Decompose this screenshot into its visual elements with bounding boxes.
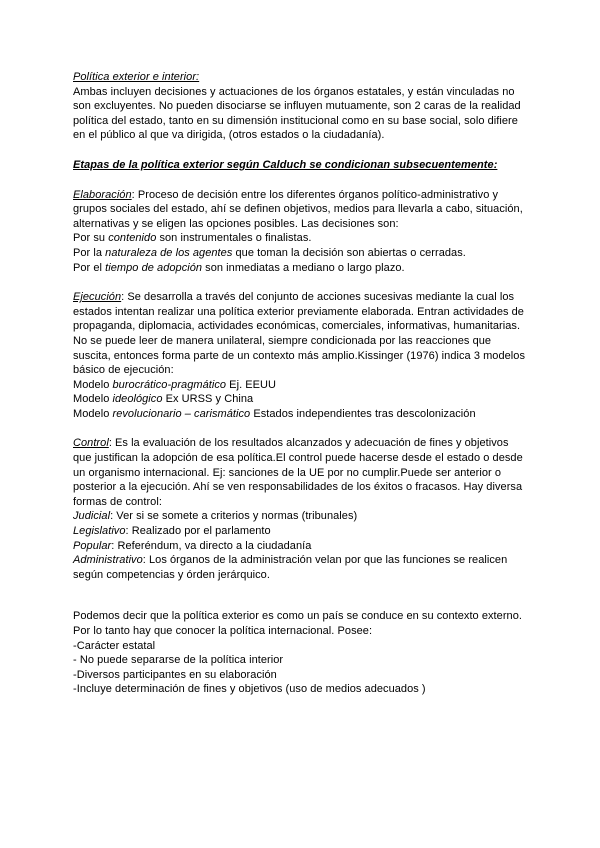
paragraph-line: son excluyentes. No pueden disociarse se influyen mutuamente, son 2 caras de la realidad: [73, 100, 521, 113]
paragraph-line: Ambas incluyen decisiones y actuaciones de los órganos estatales, y están vinculadas no: [73, 85, 515, 98]
paragraph-line: grupos sociales del estado, ahí se definen objetivos, medios para llevarla a cabo, situación,: [73, 203, 523, 216]
model-ideologico: Modelo ideológico Ex URSS y China: [73, 393, 254, 406]
control-form-legislativo: Legislativo: Realizado por el parlamento: [73, 525, 271, 538]
ejecucion-term: Ejecución: [73, 291, 122, 304]
document-page: [73, 70, 533, 697]
control-form-popular: Popular: Referéndum, va directo a la ciudadanía: [73, 539, 312, 552]
paragraph-line: en el público al que va dirigida, (otros estados o la ciudadanía).: [73, 129, 385, 142]
control-term: Control: [73, 437, 109, 450]
list-item: -Carácter estatal: [73, 639, 156, 652]
paragraph-line: estados intentan realizar una política exterior previamente elaborada. Entran actividades de: [73, 305, 524, 318]
decision-type-naturaleza: Por la naturaleza de los agentes que toman la decisión son abiertas o cerradas.: [73, 246, 466, 259]
ejecucion-paragraph-line: [73, 290, 533, 305]
paragraph-line: propaganda, diplomacia, actividades económicas, comerciales, informativas, humanitarias.: [73, 320, 521, 333]
paragraph-line: No se puede leer de manera unilateral, siempre condicionada por las reacciones que: [73, 334, 492, 347]
model-revolucionario: Modelo revolucionario – carismático Estados independientes tras descolonización: [73, 407, 476, 420]
paragraph-line: suscita, entonces forma parte de un contexto más amplio.Kissinger (1976) indica 3 modelos: [73, 349, 526, 362]
paragraph-line: política del estado, tanto en su dimensión institucional como en su base social, solo difiere: [73, 114, 518, 127]
list-item: - No puede separarse de la política interior: [73, 654, 284, 667]
decision-type-tiempo: Por el tiempo de adopción son inmediatas a mediano o largo plazo.: [73, 261, 405, 274]
model-burocratico: Modelo burocrático-pragmático Ej. EEUU: [73, 378, 277, 391]
control-form-administrativo: Administrativo: Los órganos de la administración velan por que las funciones se realicen: [73, 554, 508, 567]
paragraph-line: un organismo internacional. Ej: sanciones de la UE por no cumplir.Puede ser anterior o: [73, 466, 502, 479]
paragraph-line: posterior a la ejecución. Ahí se ven responsabilidades de los éxitos o fracasos. Hay diversa: [73, 481, 523, 494]
section-heading-politica-exterior-interior: Política exterior e interior:: [73, 71, 200, 83]
elaboracion-term: Elaboración: [73, 188, 132, 201]
paragraph-line: alternativas y se eligen las opciones posibles. Las decisiones son:: [73, 217, 399, 230]
list-item: -Incluye determinación de fines y objetivos (uso de medios adecuados ): [73, 683, 426, 696]
control-text: : Es la evaluación de los resultados alcanzados y adecuación de fines y objetivos: [108, 437, 509, 450]
paragraph-line: básico de ejecución:: [73, 364, 174, 377]
elaboracion-text: : Proceso de decisión entre los diferentes órganos político-administrativo y: [131, 188, 499, 201]
list-item: -Diversos participantes en su elaboración: [73, 668, 277, 681]
paragraph-line: que justifican la adopción de esa política.El control puede hacerse desde el estado o desde: [73, 452, 523, 465]
paragraph-line: formas de control:: [73, 495, 162, 508]
control-form-judicial: Judicial: Ver si se somete a criterios y normas (tribunales): [73, 510, 358, 523]
decision-type-contenido: Por su contenido son instrumentales o finalistas.: [73, 232, 312, 245]
paragraph-line: Por lo tanto hay que conocer la política internacional. Posee:: [73, 625, 373, 637]
control-paragraph-line: [73, 436, 533, 451]
section-heading-etapas: Etapas de la política exterior según Calduch se condicionan subsecuentemente:: [73, 158, 498, 171]
elaboracion-paragraph-line: [73, 188, 533, 203]
ejecucion-text: : Se desarrolla a través del conjunto de acciones sucesivas mediante la cual los: [121, 291, 515, 304]
paragraph-line: según competencias y órden jerárquico.: [73, 568, 270, 581]
paragraph-line: Podemos decir que la política exterior es como un país se conduce en su contexto externo.: [73, 610, 522, 623]
